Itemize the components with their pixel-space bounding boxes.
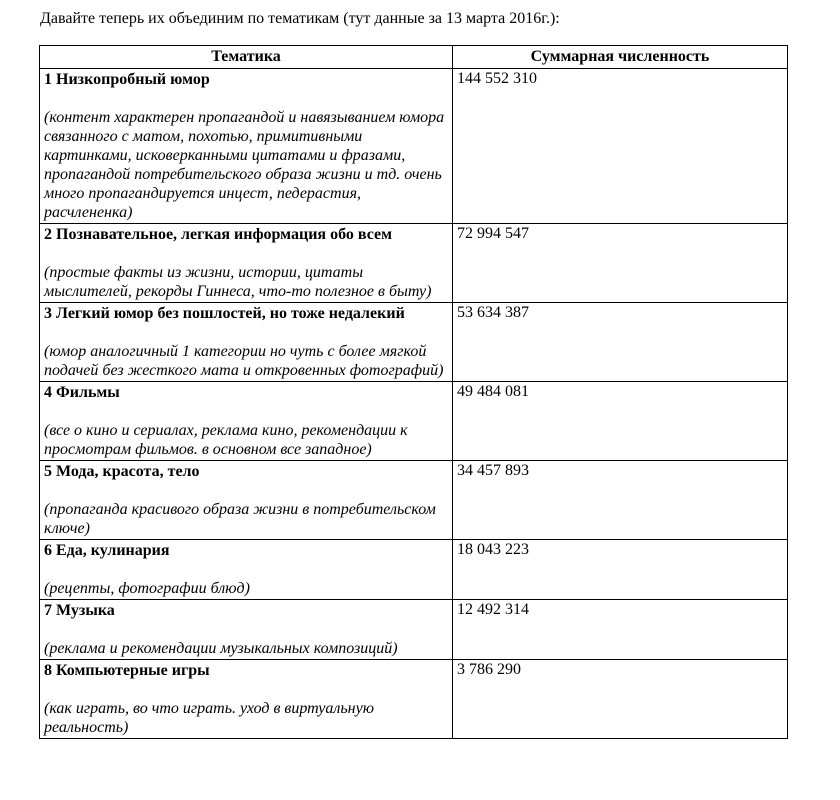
count-cell: 144 552 310 [453, 69, 788, 224]
topic-description: (как играть, во что играть. уход в виртуальную реальность) [44, 700, 374, 736]
topic-number: 1 [44, 71, 52, 88]
topic-cell [40, 224, 453, 303]
topic-number: 8 [44, 662, 52, 679]
topic-description: (пропаганда красивого образа жизни в потребительском ключе) [44, 501, 436, 537]
topic-name: Познавательное, легкая информация обо всем [56, 226, 392, 243]
header-topic: Тематика [40, 46, 453, 69]
topic-cell [40, 660, 453, 739]
topic-name: Легкий юмор без пошлостей, но тоже недалекий [56, 305, 405, 322]
topic-number: 4 [44, 384, 52, 401]
topic-number: 6 [44, 542, 52, 559]
table-row [40, 382, 788, 461]
topic-title [44, 69, 448, 89]
topic-number: 2 [44, 226, 52, 243]
topic-name: Музыка [56, 602, 115, 619]
topic-title [44, 224, 448, 244]
topic-name: Компьютерные игры [56, 662, 210, 679]
topic-description: (рецепты, фотографии блюд) [44, 580, 250, 597]
count-cell: 12 492 314 [453, 600, 788, 660]
header-count: Суммарная численность [453, 46, 788, 69]
intro-text: Давайте теперь их объединим по тематикам (тут данные за 13 марта 2016г.): [40, 10, 560, 27]
table-row [40, 461, 788, 540]
topic-title [44, 600, 448, 620]
topic-name: Фильмы [56, 384, 120, 401]
count-cell: 18 043 223 [453, 540, 788, 600]
table-row [40, 540, 788, 600]
topic-description: (простые факты из жизни, истории, цитаты мыслителей, рекорды Гиннеса, что-то полезное в быту) [44, 264, 432, 300]
topic-description: (реклама и рекомендации музыкальных композиций) [44, 640, 398, 657]
topic-cell [40, 303, 453, 382]
topic-cell [40, 540, 453, 600]
topic-title [44, 382, 448, 402]
table-row [40, 303, 788, 382]
count-cell: 3 786 290 [453, 660, 788, 739]
topic-number: 7 [44, 602, 52, 619]
count-cell: 53 634 387 [453, 303, 788, 382]
topic-title [44, 540, 448, 560]
topic-number: 3 [44, 305, 52, 322]
topic-title [44, 303, 448, 323]
table-row [40, 224, 788, 303]
count-cell: 49 484 081 [453, 382, 788, 461]
table-row [40, 660, 788, 739]
table-row [40, 600, 788, 660]
topic-description: (контент характерен пропагандой и навязыванием юмора связанного с матом, похотью, примитивными картинками, исковерканными цитатами и фразами, пропагандой потребительского образа жизни и тд. очень много пропагандируется инцест, педерастия, расчлененка) [44, 109, 445, 221]
topic-number: 5 [44, 463, 52, 480]
topic-cell [40, 69, 453, 224]
topic-name: Мода, красота, тело [56, 463, 200, 480]
topic-description: (все о кино и сериалах, реклама кино, рекомендации к просмотрам фильмов. в основном все западное) [44, 422, 408, 458]
topic-name: Еда, кулинария [56, 542, 170, 559]
topic-description: (юмор аналогичный 1 категории но чуть с более мягкой подачей без жесткого мата и откровенных фотографий) [44, 343, 444, 379]
topic-name: Низкопробный юмор [56, 71, 210, 88]
topic-cell [40, 600, 453, 660]
topics-table [39, 45, 788, 739]
topic-title [44, 660, 448, 680]
count-cell: 72 994 547 [453, 224, 788, 303]
topic-cell [40, 382, 453, 461]
count-cell: 34 457 893 [453, 461, 788, 540]
table-header-row [40, 46, 788, 69]
table-row [40, 69, 788, 224]
topic-cell [40, 461, 453, 540]
topic-title [44, 461, 448, 481]
